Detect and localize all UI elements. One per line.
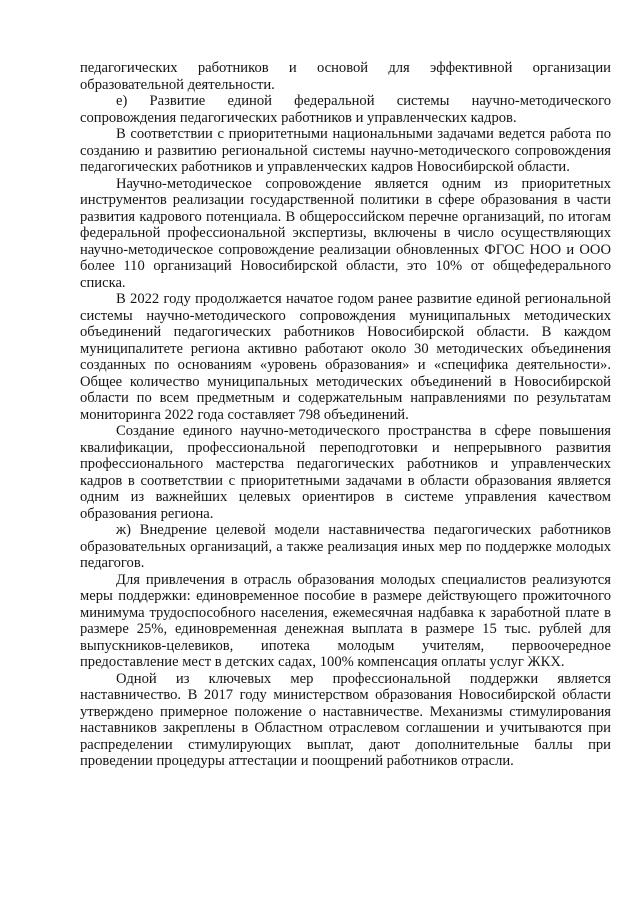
paragraph-young-specialists: Для привлечения в отрасль образования молодых специалистов реализуются меры поддержки: единовременное пособие в размере действующего прожиточного минимума трудоспособного населения, ежемесячная надбавка к заработной плате в размере 25%, единовременная денежная выплата в размере 15 тыс. рублей для выпускников-целевиков, ипотека молодым учителям, первоочередное предоставление мест в детских садах, 100% компенсация оплаты услуг ЖКХ.	[80, 571, 611, 670]
paragraph-regional-system: В соответствии с приоритетными национальными задачами ведется работа по созданию и развитию региональной системы научно-методического сопровождения педагогических работников и управленческих кадров Новосибирской области.	[80, 126, 611, 175]
paragraph-methodical-support: Научно-методическое сопровождение является одним из приоритетных инструментов реализации государственной политики в сфере образования в части развития кадрового потенциала. В общероссийском перечне организаций, по итогам федеральной профессиональной экспертизы, включены в число осуществляющих научно-методическое сопровождение реализации обновленных ФГОС НОО и ООО более 110 организаций Новосибирской области, это 10% от общефедерального списка.	[80, 175, 611, 291]
paragraph-item-e: е) Развитие единой федеральной системы научно-методического сопровождения педагогических работников и управленческих кадров.	[80, 93, 611, 126]
paragraph-mentorship: Одной из ключевых мер профессиональной поддержки является наставничество. В 2017 году министерством образования Новосибирской области утверждено примерное положение о наставничестве. Механизмы стимулирования наставников закреплены в Областном отраслевом соглашении и учитываются при распределении стимулирующих выплат, дают дополнительные баллы при проведении процедуры аттестации и поощрений работников отрасли.	[80, 670, 611, 769]
paragraph-continuation: педагогических работников и основой для эффективной организации образовательной деятельности.	[80, 60, 611, 93]
paragraph-2022-development: В 2022 году продолжается начатое годом ранее развитие единой региональной системы научно-методического сопровождения муниципальных методических объединений педагогических работников Новосибирской области. В каждом муниципалитете региона активно работают около 30 методических объединения созданных по основаниям «уровень образования» и «специфика деятельности». Общее количество муниципальных методических объединений в Новосибирской области по всем предметным и содержательным направлениями по результатам мониторинга 2022 года составляет 798 объединений.	[80, 291, 611, 423]
document-page	[80, 60, 611, 770]
paragraph-item-zh: ж) Внедрение целевой модели наставничества педагогических работников образовательных организаций, а также реализация иных мер по поддержке молодых педагогов.	[80, 522, 611, 571]
paragraph-unified-space: Создание единого научно-методического пространства в сфере повышения квалификации, профессиональной переподготовки и непрерывного развития профессионального мастерства педагогических работников и управленческих кадров в соответствии с приоритетными задачами в области образования является одним из важнейших целевых ориентиров в системе управления качеством образования региона.	[80, 423, 611, 522]
